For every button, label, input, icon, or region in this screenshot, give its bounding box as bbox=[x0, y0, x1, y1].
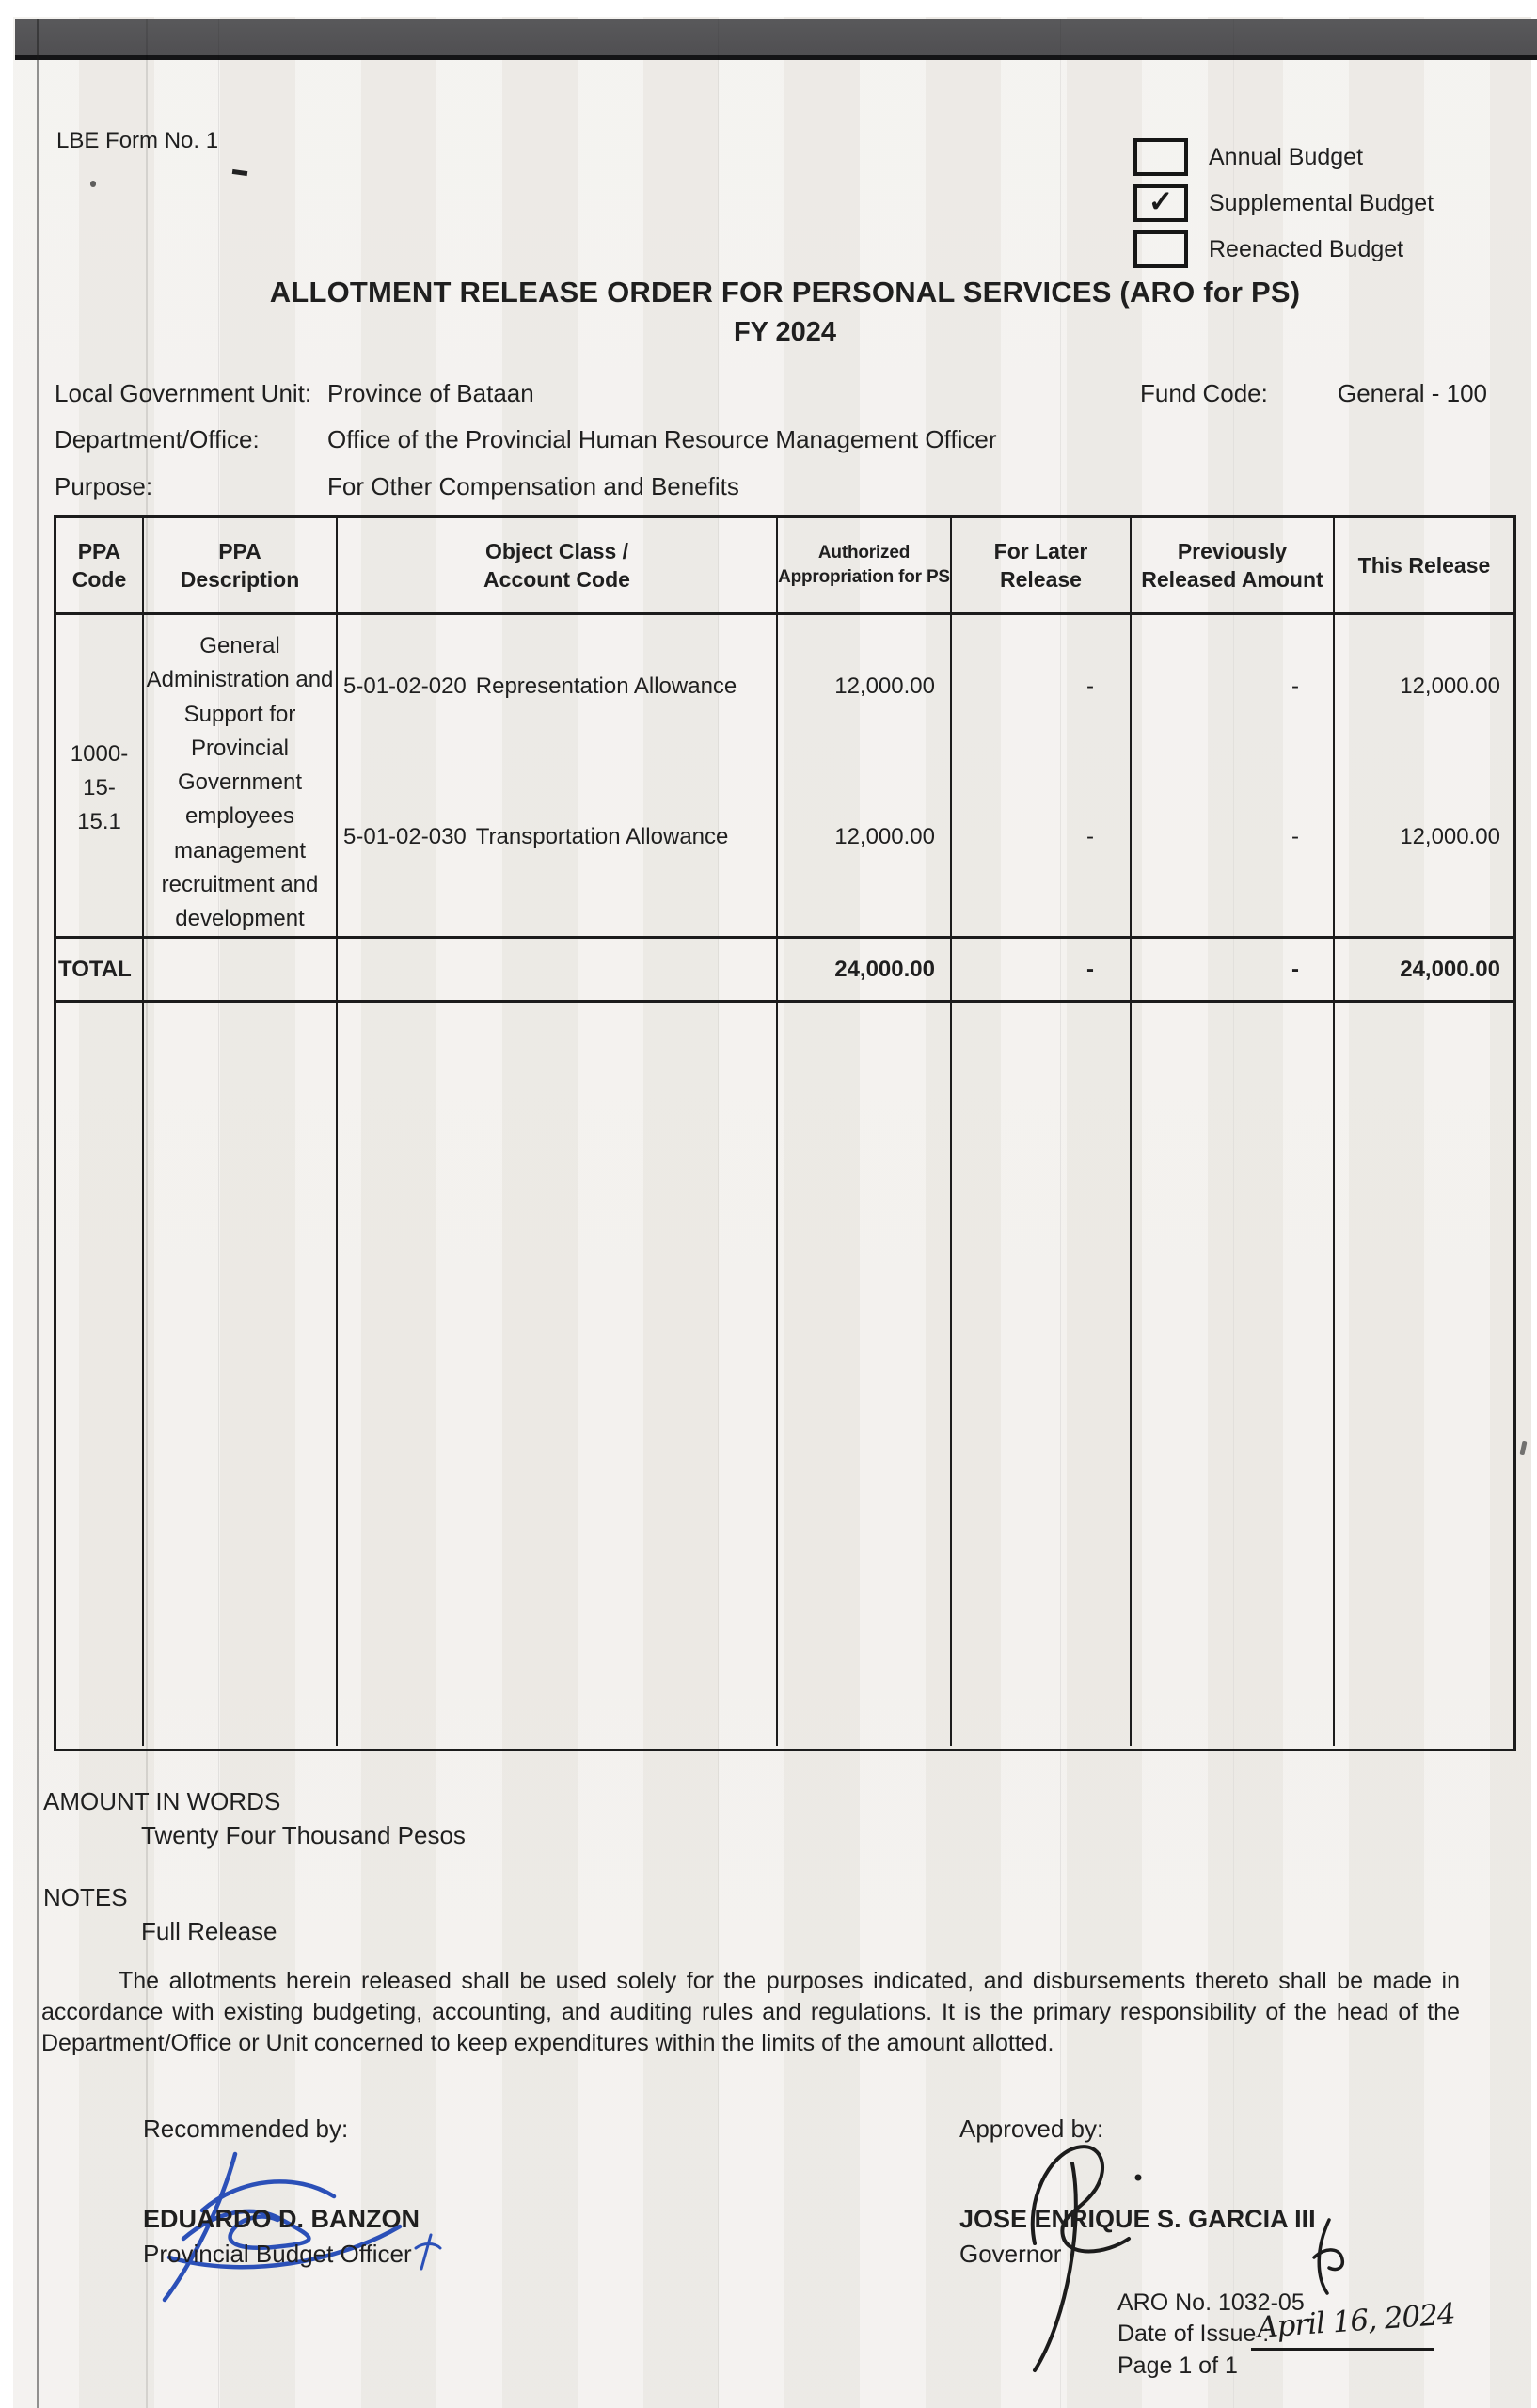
approved-by-label: Approved by: bbox=[959, 2115, 1104, 2143]
budget-type-option-supplemental bbox=[1133, 184, 1434, 222]
authorized-amount: 12,000.00 bbox=[834, 673, 935, 699]
for-later-release-cell bbox=[952, 615, 1132, 937]
previously-released-amount: - bbox=[1291, 673, 1299, 699]
checkbox-label: Supplemental Budget bbox=[1209, 189, 1434, 216]
this-release-amount: 12,000.00 bbox=[1400, 673, 1500, 699]
line-item bbox=[343, 673, 737, 700]
total-this-release: 24,000.00 bbox=[1400, 956, 1500, 982]
release-clause: The allotments herein released shall be used solely for the purposes indicated, and disbursements thereto shall be made in accordance with existing budgeting, accounting, and auditing rules and regulations. It is the primary responsibility of the head of the Department/Office or Unit concerned to keep expenditures within the limits of the amount allotted. bbox=[41, 1968, 1460, 2056]
previously-released-amount: - bbox=[1291, 824, 1299, 849]
recommended-by-label: Recommended by: bbox=[143, 2115, 349, 2143]
document-title: ALLOTMENT RELEASE ORDER FOR PERSONAL SERVICES (ARO for PS) bbox=[269, 276, 1301, 309]
budget-type-checkboxes bbox=[1133, 138, 1434, 268]
department-value: Office of the Provincial Human Resource Management Officer bbox=[327, 425, 997, 453]
checkbox-supplemental-budget[interactable] bbox=[1133, 184, 1188, 222]
department-label: Department/Office: bbox=[55, 425, 260, 453]
total-spacer bbox=[338, 939, 778, 1000]
col-header-ppa-description: PPA Description bbox=[144, 518, 338, 612]
checkbox-label: Reenacted Budget bbox=[1209, 235, 1404, 262]
checkbox-label: Annual Budget bbox=[1209, 143, 1364, 170]
total-for-later-release: - bbox=[952, 939, 1132, 1000]
fiscal-year: FY 2024 bbox=[733, 317, 837, 347]
amount-in-words-label: AMOUNT IN WORDS bbox=[43, 1787, 281, 1815]
ppa-description-cell: General Administration and Support for Provincial Government employees management recruitment and development bbox=[144, 615, 338, 937]
checkbox-reenacted-budget[interactable] bbox=[1133, 230, 1188, 268]
total-authorized: 24,000.00 bbox=[778, 939, 952, 1000]
lgu-value: Province of Bataan bbox=[327, 379, 534, 407]
total-label: TOTAL bbox=[56, 939, 144, 1000]
col-header-ppa-code: PPA Code bbox=[56, 518, 144, 612]
total-previously-released: - bbox=[1132, 939, 1335, 1000]
authorized-amount: 12,000.00 bbox=[834, 824, 935, 849]
table-body-row bbox=[56, 615, 1513, 939]
purpose-label: Purpose: bbox=[55, 472, 153, 500]
col-header-previously-released: Previously Released Amount bbox=[1132, 518, 1335, 612]
account-code: 5-01-02-020 bbox=[343, 673, 467, 699]
form-number: LBE Form No. 1 bbox=[56, 128, 219, 153]
budget-type-option-annual bbox=[1133, 138, 1434, 176]
initial-mark-ink bbox=[412, 2231, 446, 2273]
lgu-label: Local Government Unit: bbox=[55, 379, 312, 407]
purpose-value: For Other Compensation and Benefits bbox=[327, 472, 739, 500]
total-spacer bbox=[144, 939, 338, 1000]
for-later-release-amount: - bbox=[1086, 824, 1094, 849]
this-release-amount: 12,000.00 bbox=[1400, 824, 1500, 849]
notes-value: Full Release bbox=[141, 1917, 277, 1945]
date-of-issue-label: Date of Issue : bbox=[1117, 2321, 1270, 2347]
account-name: Transportation Allowance bbox=[475, 824, 729, 849]
check-mark: ✓ bbox=[1148, 184, 1174, 218]
this-release-cell bbox=[1335, 615, 1513, 937]
budget-type-option-reenacted bbox=[1133, 230, 1434, 268]
approved-name: JOSE ENRIQUE S. GARCIA III bbox=[959, 2205, 1316, 2233]
table-empty-row bbox=[56, 1003, 1513, 1746]
fund-code-value: General - 100 bbox=[1338, 379, 1487, 407]
table-total-row bbox=[56, 939, 1513, 1003]
table-header-row bbox=[56, 518, 1513, 615]
col-header-authorized-appropriation: Authorized Appropriation for PS bbox=[778, 518, 952, 612]
object-class-cell bbox=[338, 615, 778, 937]
account-code: 5-01-02-030 bbox=[343, 824, 467, 849]
approval-flourish-ink bbox=[1303, 2206, 1359, 2309]
account-name: Representation Allowance bbox=[475, 673, 737, 699]
col-header-for-later-release: For Later Release bbox=[952, 518, 1132, 612]
checkbox-annual-budget[interactable] bbox=[1133, 138, 1188, 176]
line-item bbox=[343, 824, 728, 850]
scanner-edge-band bbox=[15, 19, 1537, 60]
col-header-this-release: This Release bbox=[1357, 553, 1491, 578]
approved-title: Governor bbox=[959, 2240, 1062, 2268]
previously-released-cell bbox=[1132, 615, 1335, 937]
recommended-name: EDUARDO D. BANZON bbox=[143, 2205, 420, 2233]
page-fold-line bbox=[37, 19, 39, 2408]
ppa-code-cell: 1000-15- 15.1 bbox=[56, 615, 144, 937]
amount-in-words-value: Twenty Four Thousand Pesos bbox=[141, 1821, 466, 1849]
fund-code-label: Fund Code: bbox=[1140, 379, 1268, 407]
for-later-release-amount: - bbox=[1086, 673, 1094, 699]
authorized-appropriation-cell bbox=[778, 615, 952, 937]
handwritten-date: April 16, 2024 bbox=[1255, 2297, 1456, 2345]
aro-number: ARO No. 1032-05 bbox=[1117, 2289, 1305, 2316]
recommended-title: Provincial Budget Officer bbox=[143, 2240, 412, 2268]
col-header-object-class: Object Class / Account Code bbox=[338, 518, 778, 612]
page-indicator: Page 1 of 1 bbox=[1117, 2353, 1238, 2379]
date-of-issue-line bbox=[1251, 2348, 1434, 2351]
allotment-table bbox=[54, 515, 1516, 1751]
scan-artifact bbox=[90, 181, 96, 187]
notes-label: NOTES bbox=[43, 1883, 128, 1911]
